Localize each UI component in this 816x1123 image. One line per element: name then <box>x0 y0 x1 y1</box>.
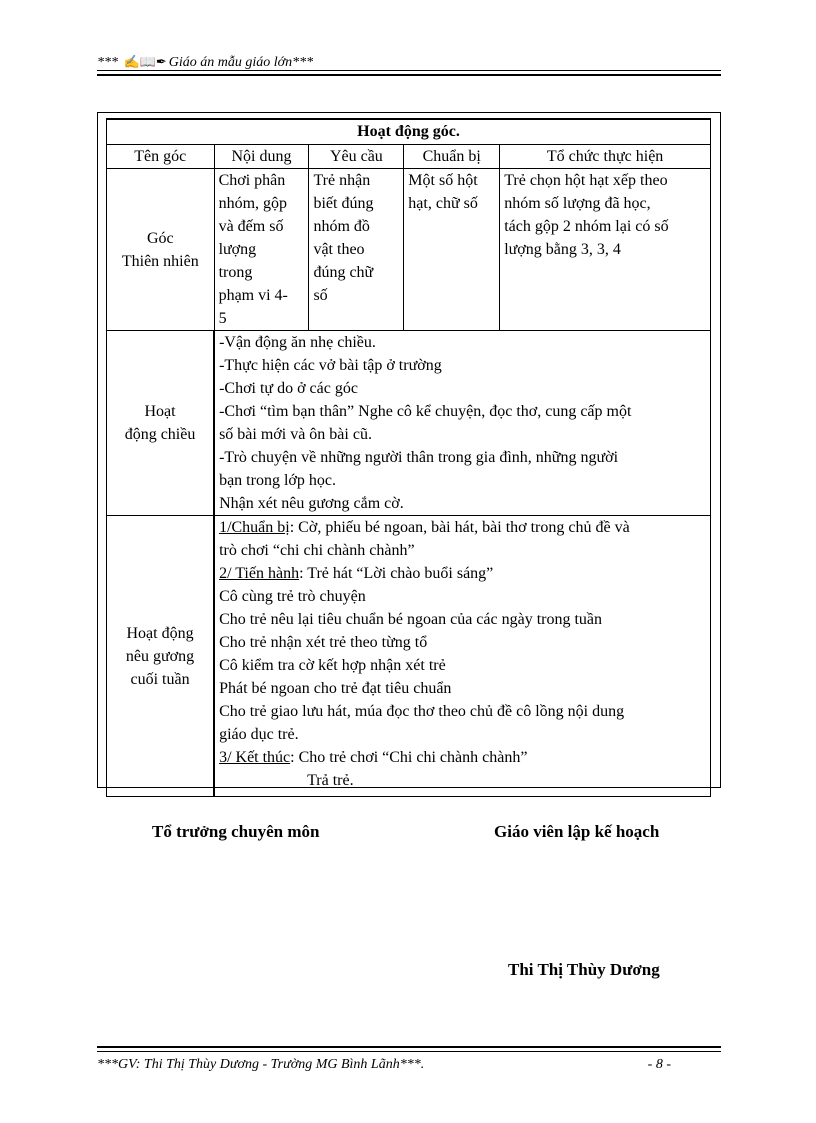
proc-text: : Trẻ hát “Lời chào buổi sáng” <box>299 565 494 582</box>
cell-line: phạm vi 4- <box>218 287 288 304</box>
row-label-line: Góc <box>146 229 174 247</box>
cell-line: -Chơi tự do ở các góc <box>219 380 358 397</box>
cell-line: Cô cùng trẻ trò chuyện <box>219 588 366 605</box>
row-label-goc-thien-nhien <box>107 169 215 331</box>
row-label-line: Thiên nhiên <box>121 252 199 270</box>
cell-line: biết đúng <box>313 195 374 212</box>
header-title: Giáo án mẫu giáo lớn*** <box>168 55 314 70</box>
cell-line: và đếm số <box>218 218 284 235</box>
end-text: : Cho trẻ chơi “Chi chi chành chành” <box>290 749 528 766</box>
cell-line: lượng bằng 3, 3, 4 <box>504 241 621 258</box>
proc-label: 2/ Tiến hành <box>219 565 300 582</box>
page-number: - 8 - <box>647 1057 671 1072</box>
page-footer <box>97 1056 721 1074</box>
row-hoat-dong-chieu <box>107 331 711 516</box>
cell-chuan-bi <box>404 169 500 331</box>
cell-line: số <box>313 287 328 304</box>
cell-noi-dung <box>214 169 309 331</box>
cell-line: Chơi phân <box>218 172 286 189</box>
header-rule <box>97 70 721 76</box>
col-header-noi-dung: Nội dung <box>214 145 309 169</box>
cell-line <box>219 516 706 539</box>
cell-line: nhóm số lượng đã học, <box>504 195 651 212</box>
book-pen-icon: ✍📖✒ <box>123 54 167 69</box>
cell-line: đúng chữ <box>313 264 374 281</box>
prep-text: : Cờ, phiếu bé ngoan, bài hát, bài thơ trong chủ đề và <box>289 519 630 536</box>
activity-table <box>106 118 711 797</box>
cell-line: Nhận xét nêu gương cắm cờ. <box>219 495 404 512</box>
cell-line: Cho trẻ nêu lại tiêu chuẩn bé ngoan của các ngày trong tuần <box>219 611 603 628</box>
col-header-ten-goc: Tên góc <box>107 145 215 169</box>
row-label-line: động chiều <box>124 426 196 443</box>
cell-line: số bài mới và ôn bài cũ. <box>219 426 372 443</box>
header-prefix: *** <box>97 55 122 70</box>
cell-line: Cô kiểm tra cờ kết hợp nhận xét trẻ <box>219 657 446 674</box>
cell-line: -Chơi “tìm bạn thân” Nghe cô kể chuyện, đọc thơ, cung cấp một <box>219 403 632 420</box>
cell-line: lượng <box>218 241 257 258</box>
cell-line: Trẻ nhận <box>313 172 371 189</box>
row-label-neu-guong <box>107 516 215 797</box>
cell-line: Cho trẻ nhận xét trẻ theo từng tổ <box>219 634 428 651</box>
col-header-chuan-bi: Chuẩn bị <box>404 145 500 169</box>
cell-line: tách gộp 2 nhóm lại có số <box>504 218 669 235</box>
cell-line: giáo dục trẻ. <box>219 726 299 743</box>
footer-text: ***GV: Thi Thị Thùy Dương - Trường MG Bình Lãnh***. <box>97 1057 425 1072</box>
cell-neu-guong <box>214 516 710 797</box>
col-header-to-chuc: Tổ chức thực hiện <box>500 145 711 169</box>
table-title: Hoạt động góc. <box>107 119 711 145</box>
cell-line: bạn trong lớp học. <box>219 472 336 489</box>
cell-line: Cho trẻ giao lưu hát, múa đọc thơ theo chủ đề cô lồng nội dung <box>219 703 625 720</box>
cell-to-chuc <box>500 169 711 331</box>
row-goc-thien-nhien <box>107 169 711 331</box>
cell-line: trò chơi “chi chi chành chành” <box>219 542 415 559</box>
cell-line: vật theo <box>313 241 365 258</box>
cell-line: nhóm đồ <box>313 218 370 235</box>
cell-line: Một số hột <box>408 172 478 189</box>
row-neu-guong-cuoi-tuan <box>107 516 711 797</box>
cell-line: -Thực hiện các vở bài tập ở trường <box>219 357 442 374</box>
column-header-row <box>107 145 711 169</box>
cell-hoat-dong-chieu <box>214 331 710 516</box>
cell-line <box>219 746 706 769</box>
row-label-line: cuối tuần <box>130 670 190 688</box>
page-header <box>97 52 721 72</box>
cell-line: -Trò chuyện về những người thân trong gia đình, những người <box>219 449 619 466</box>
signature-right-title: Giáo viên lập kế hoạch <box>494 822 660 841</box>
table-title-row <box>107 119 711 145</box>
signature-right-name: Thi Thị Thùy Dương <box>508 960 660 979</box>
row-label-hoat-dong-chieu <box>107 331 215 516</box>
cell-line: trong <box>218 264 253 281</box>
cell-line: nhóm, gộp <box>218 195 288 212</box>
end-label: 3/ Kết thúc <box>219 749 291 766</box>
footer-rule <box>97 1046 721 1052</box>
cell-yeu-cau <box>309 169 404 331</box>
cell-line <box>219 562 706 585</box>
cell-line: -Vận động ăn nhẹ chiều. <box>219 334 376 351</box>
cell-line: Trẻ chọn hột hạt xếp theo <box>504 172 668 189</box>
cell-line: Phát bé ngoan cho trẻ đạt tiêu chuẩn <box>219 680 452 697</box>
prep-label: 1/Chuẩn bị <box>219 519 290 536</box>
row-label-line: Hoạt động <box>126 624 194 642</box>
cell-line: hạt, chữ số <box>408 195 478 212</box>
row-label-line: nêu gương <box>125 647 195 665</box>
cell-line: Trả trẻ. <box>307 772 354 789</box>
cell-line: 5 <box>218 310 227 327</box>
col-header-yeu-cau: Yêu cầu <box>309 145 404 169</box>
row-label-line: Hoạt <box>144 403 176 420</box>
signature-left-title: Tổ trưởng chuyên môn <box>152 822 320 841</box>
